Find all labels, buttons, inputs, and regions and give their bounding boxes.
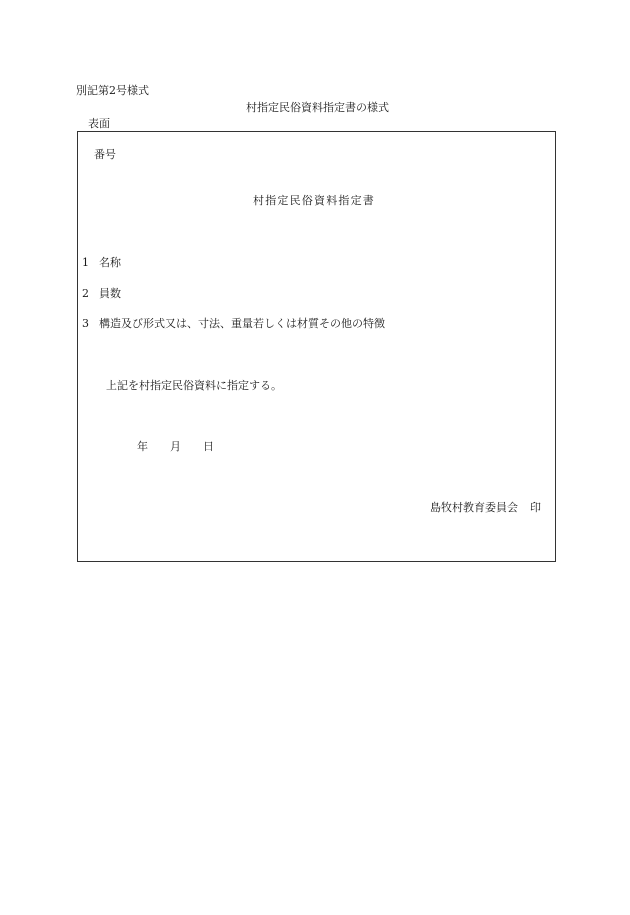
number-label: 番号 [94,148,116,161]
issuer-name: 島牧村教育委員会 [430,501,518,514]
item-number: 1 [82,256,89,269]
document-title: 村指定民俗資料指定書の様式 [246,101,389,114]
item-number: 3 [82,317,89,330]
item-label: 名称 [99,256,121,269]
date-year: 年 [137,440,148,453]
seal-mark: 印 [530,501,541,514]
list-item-name [82,257,121,268]
item-label: 員数 [99,287,121,300]
date-day: 日 [203,440,214,453]
side-label: 表面 [88,117,110,130]
form-number: 別記第2号様式 [76,84,149,97]
declaration-text: 上記を村指定民俗資料に指定する。 [106,379,282,392]
date-line [137,441,214,452]
item-label: 構造及び形式又は、寸法、重量若しくは材質その他の特徴 [99,317,385,330]
list-item-count [82,288,121,299]
item-number: 2 [82,287,89,300]
date-month: 月 [170,440,181,453]
issuer-line [430,502,541,513]
list-item-features [82,318,385,329]
certificate-title: 村指定民俗資料指定書 [253,194,375,207]
